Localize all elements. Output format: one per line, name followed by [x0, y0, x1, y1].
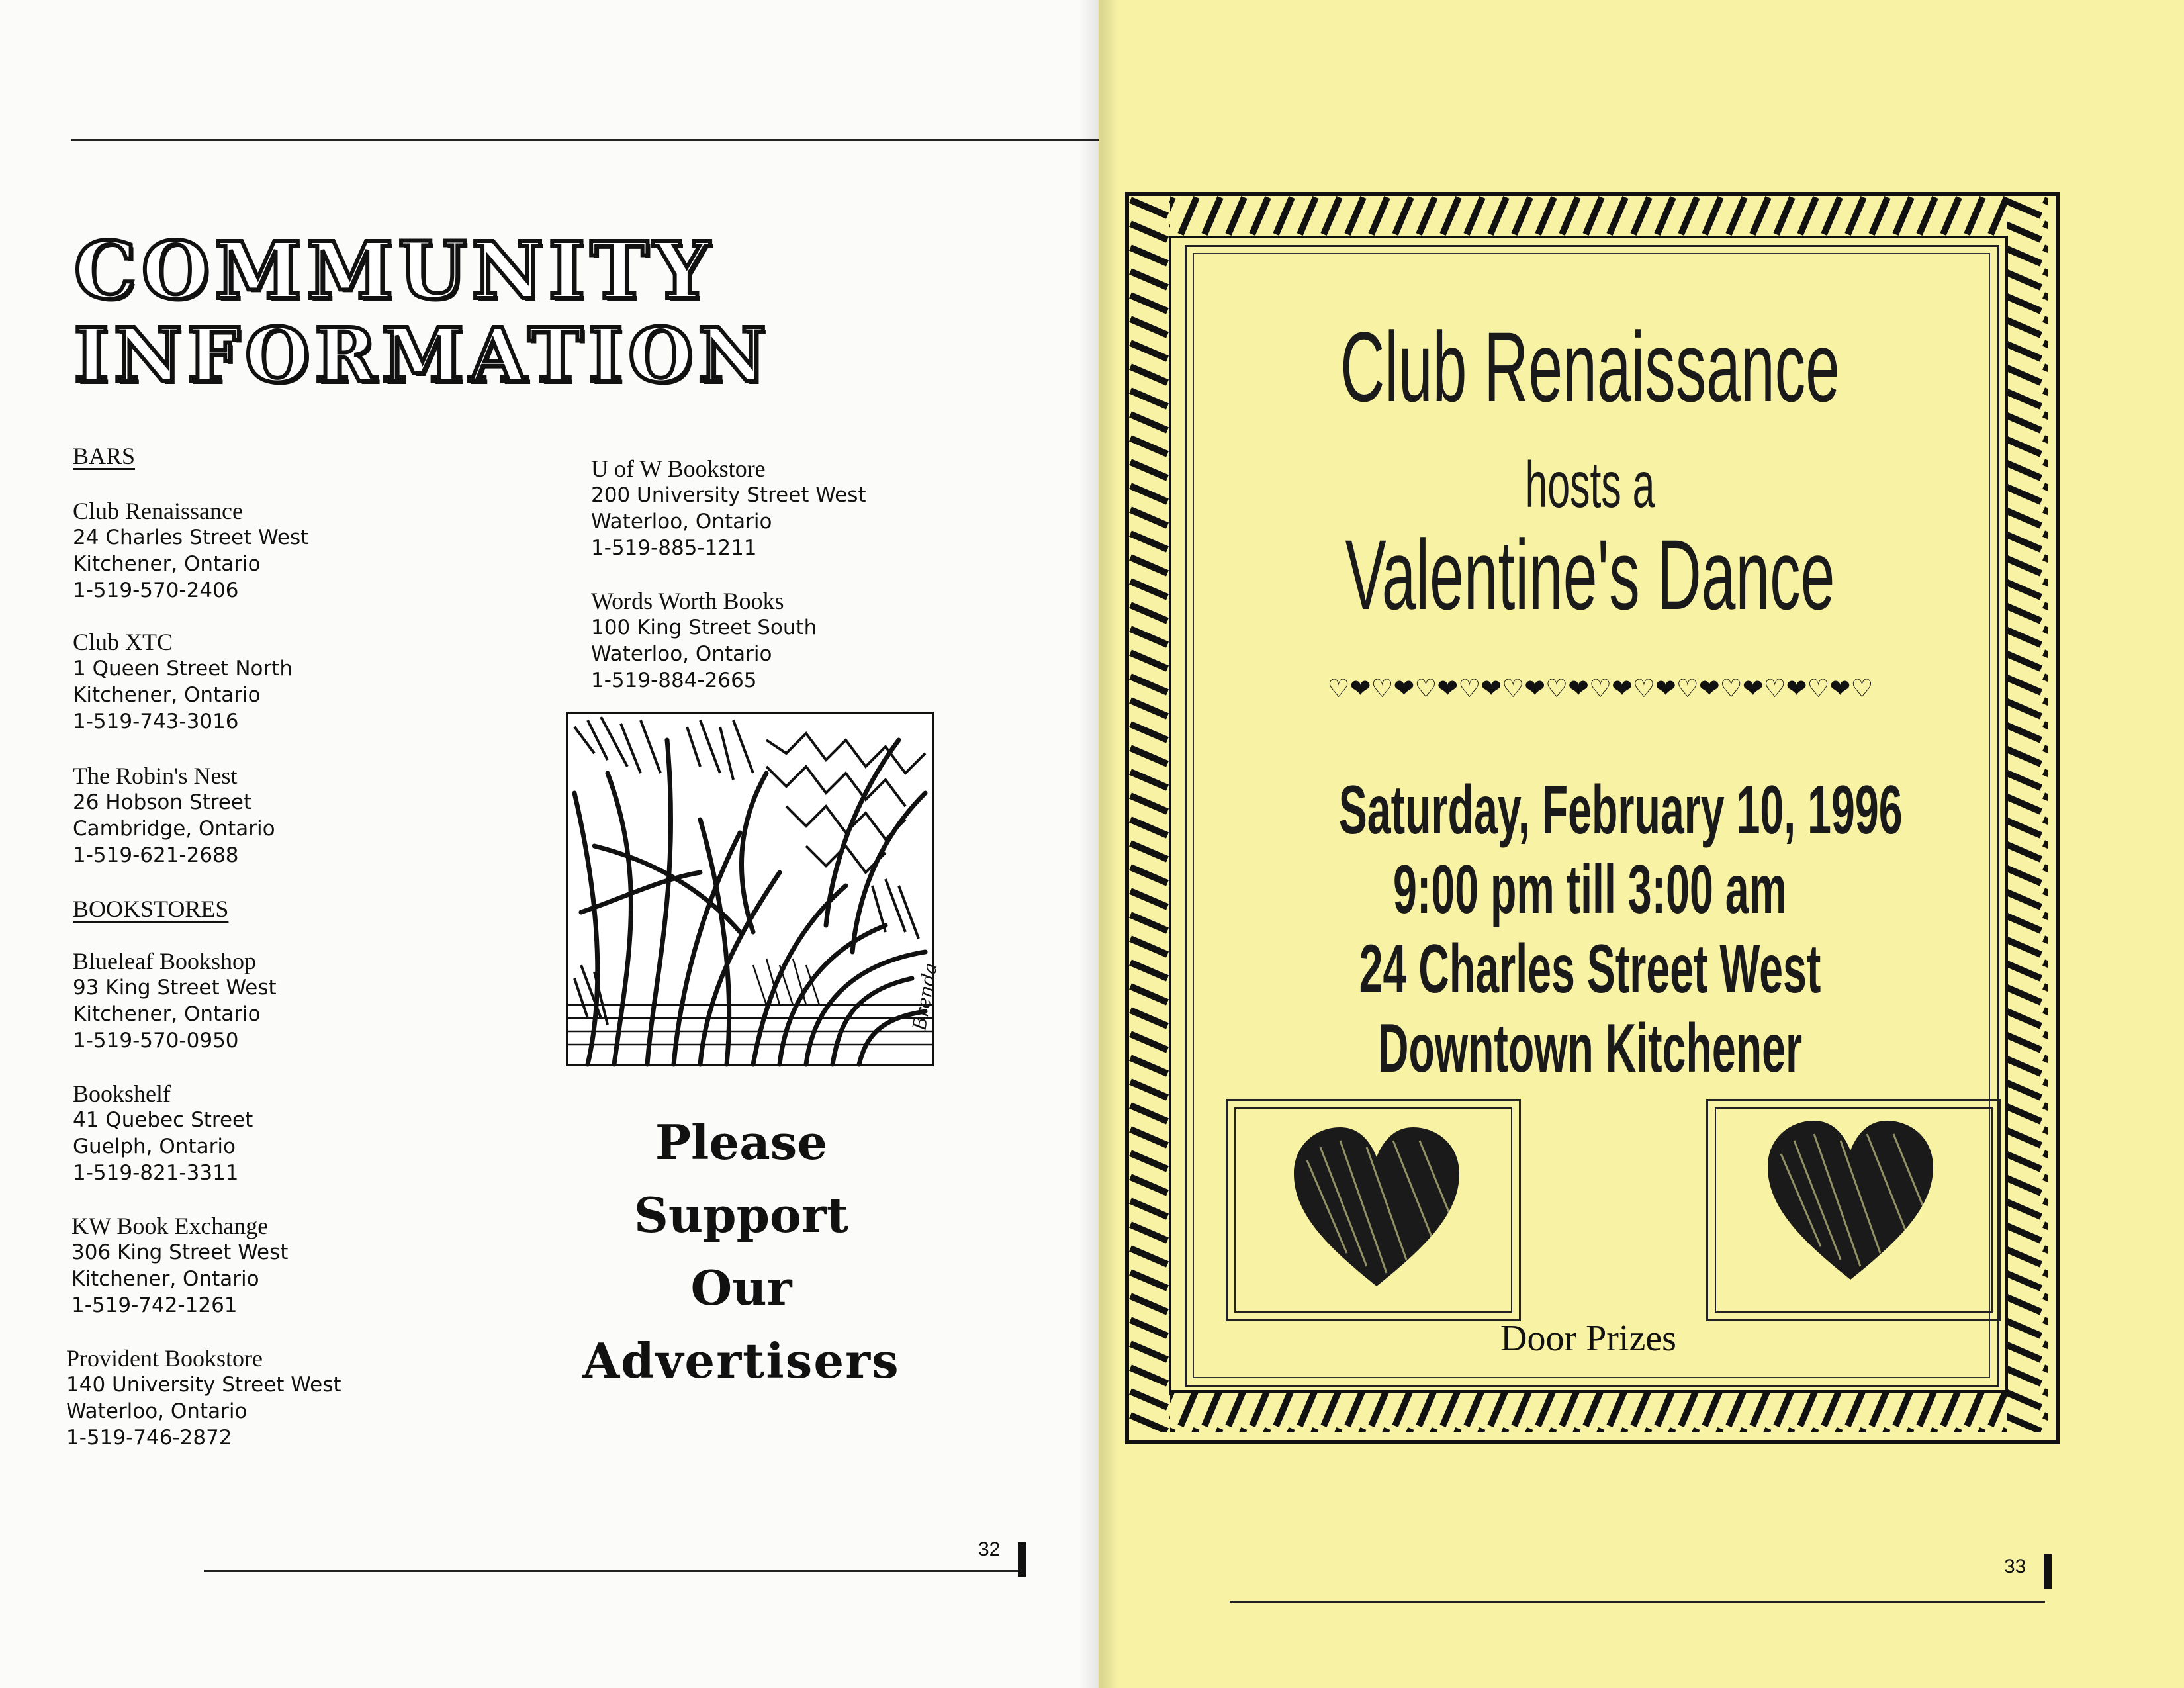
- listing-city: Waterloo, Ontario: [66, 1399, 248, 1423]
- grass-woodcut-illustration: [566, 712, 942, 1066]
- listing-uofw-bookstore: [591, 455, 866, 561]
- bottom-rule-right: [1230, 1601, 2045, 1603]
- listing-city: Kitchener, Ontario: [73, 1002, 261, 1026]
- listing-street: 200 University Street West: [591, 483, 866, 507]
- listing-street: 140 University Street West: [66, 1373, 341, 1397]
- listing-city: Kitchener, Ontario: [71, 1267, 259, 1291]
- listing-phone: 1-519-570-2406: [73, 579, 239, 602]
- event-address: 24 Charles Street West: [1359, 931, 1821, 1008]
- listing-phone: 1-519-621-2688: [73, 843, 239, 867]
- title-community: COMMUNITY: [74, 224, 715, 316]
- support-line-support: Support: [633, 1187, 849, 1243]
- listing-street: 24 Charles Street West: [73, 526, 309, 549]
- listing-street: 26 Hobson Street: [73, 790, 252, 814]
- page-number-left: 32: [978, 1538, 1001, 1560]
- top-rule: [71, 139, 1099, 141]
- listing-street: 306 King Street West: [71, 1241, 289, 1264]
- bars-heading: BARS: [73, 443, 136, 469]
- listing-words-worth: [591, 588, 817, 694]
- listing-phone: 1-519-885-1211: [591, 536, 757, 560]
- page-number-right: 33: [2004, 1556, 2026, 1577]
- listing-street: 41 Quebec Street: [73, 1108, 253, 1132]
- listing-name: U of W Bookstore: [591, 455, 766, 482]
- bookstores-heading: BOOKSTORES: [73, 896, 229, 922]
- scribbled-heart-icon: [1761, 1114, 1940, 1286]
- event-area: Downtown Kitchener: [1377, 1010, 1803, 1087]
- listing-phone: 1-519-570-0950: [73, 1029, 239, 1053]
- listing-phone: 1-519-743-3016: [73, 710, 239, 733]
- listing-name: Words Worth Books: [591, 588, 784, 614]
- listing-city: Kitchener, Ontario: [73, 552, 261, 576]
- heart-box-right: [1706, 1099, 2001, 1321]
- door-prizes-label: Door Prizes: [1500, 1318, 1676, 1359]
- listing-city: Kitchener, Ontario: [73, 683, 261, 707]
- listing-city: Cambridge, Ontario: [73, 817, 275, 841]
- listing-club-renaissance: [73, 498, 308, 604]
- listing-name: KW Book Exchange: [71, 1213, 269, 1239]
- listing-street: 1 Queen Street North: [73, 657, 293, 680]
- listing-name: The Robin's Nest: [73, 763, 238, 789]
- listing-phone: 1-519-821-3311: [73, 1161, 239, 1185]
- listing-phone: 1-519-746-2872: [66, 1426, 232, 1450]
- page-tab-right: [2044, 1554, 2052, 1589]
- listing-blueleaf: [73, 948, 277, 1054]
- heart-box-left: [1226, 1099, 1521, 1321]
- listing-phone: 1-519-884-2665: [591, 669, 757, 692]
- flyer-hosts: hosts a: [1525, 448, 1655, 521]
- support-line-our: Our: [690, 1260, 792, 1316]
- listing-name: Blueleaf Bookshop: [73, 948, 256, 974]
- listing-city: Waterloo, Ontario: [591, 510, 772, 534]
- event-time: 9:00 pm till 3:00 am: [1393, 851, 1787, 928]
- flyer-title: Club Renaissance: [1340, 311, 1840, 422]
- listing-provident: [66, 1345, 341, 1451]
- listing-city: Guelph, Ontario: [73, 1135, 236, 1158]
- book-gutter: [1079, 0, 1118, 1688]
- flyer-event: Valentine's Dance: [1345, 519, 1835, 630]
- scribbled-heart-icon: [1287, 1121, 1466, 1293]
- listing-name: Bookshelf: [73, 1080, 171, 1107]
- listing-robins-nest: [73, 763, 275, 868]
- listing-name: Provident Bookstore: [66, 1345, 263, 1372]
- listing-phone: 1-519-742-1261: [71, 1293, 238, 1317]
- support-line-please: Please: [655, 1114, 828, 1170]
- page-tab-left: [1018, 1542, 1026, 1577]
- artist-signature: Brenda: [908, 961, 942, 1033]
- support-line-advertisers: Advertisers: [582, 1333, 900, 1389]
- title-information: INFORMATION: [74, 312, 772, 399]
- listing-name: Club XTC: [73, 629, 173, 655]
- bottom-rule-left: [204, 1570, 1026, 1572]
- event-date: Saturday, February 10, 1996: [1338, 772, 1903, 849]
- listing-name: Club Renaissance: [73, 498, 243, 524]
- listing-kw-book-exchange: [71, 1213, 288, 1319]
- listing-club-xtc: [73, 629, 293, 735]
- listing-bookshelf: [73, 1080, 253, 1186]
- listing-street: 93 King Street West: [73, 976, 277, 1000]
- hearts-divider: ♡❤♡❤♡❤♡❤♡❤♡❤♡❤♡❤♡❤♡❤♡❤♡❤♡: [1327, 674, 1874, 703]
- listing-city: Waterloo, Ontario: [591, 642, 772, 666]
- woodcut-image: [568, 714, 942, 1064]
- listing-street: 100 King Street South: [591, 616, 817, 639]
